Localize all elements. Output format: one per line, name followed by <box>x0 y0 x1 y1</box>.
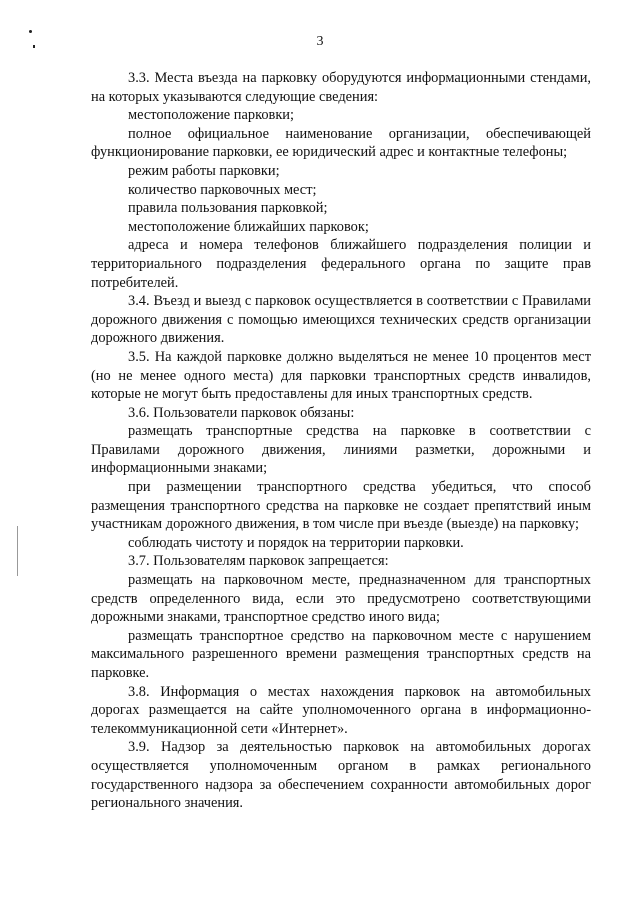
list-item: размещать транспортные средства на парковке в соответствии с Правилами дорожного движения, линиями разметки, дорожными и информационными знаками; <box>91 423 591 477</box>
list-item: правила пользования парковкой; <box>128 200 328 217</box>
paragraph-3-9: 3.9. Надзор за деятельностью парковок на автомобильных дорогах осуществляется уполномоченным органом в рамках регионального государственного надзора за обеспечением сохранности автомобильных дорог регионального значения. <box>91 739 591 812</box>
paragraph-3-3: 3.3. Места въезда на парковку оборудуются информационными стендами, на которых указываются следующие сведения: <box>91 70 591 105</box>
list-item: размещать транспортное средство на парковочном месте с нарушением максимального разрешенного времени размещения транспортных средств на парковке. <box>91 627 591 681</box>
list-item: местоположение парковки; <box>128 107 295 124</box>
paragraph-3-5: 3.5. На каждой парковке должно выделяться не менее 10 процентов мест (но не менее одного места) для парковки транспортных средств инвалидов, которые не могут быть предоставлены для иных транспортных средств. <box>91 348 591 403</box>
paragraph-3-8: 3.8. Информация о местах нахождения парковок на автомобильных дорогах размещается на сайте уполномоченного органа в информационно-телекоммуникационной сети «Интернет». <box>91 683 591 737</box>
list-item: количество парковочных мест; <box>128 181 317 198</box>
paragraph-3-7: 3.7. Пользователям парковок запрещается: <box>128 553 389 570</box>
page-number: 3 <box>316 34 324 49</box>
list-item: при размещении транспортного средства убедиться, что способ размещения транспортного средства на парковке не создает препятствий иным участникам дорожного движения, в том числе при въезде (выезде) на парковку; <box>91 479 591 533</box>
scan-speck <box>29 30 32 33</box>
document-body <box>91 69 591 813</box>
list-item: размещать на парковочном месте, предназначенном для транспортных средств определенного вида, если это предусмотрено соответствующими дорожными знаками, транспортное средство иного вида; <box>91 572 591 626</box>
paragraph-3-6: 3.6. Пользователи парковок обязаны: <box>128 404 355 421</box>
list-item: соблюдать чистоту и порядок на территории парковки. <box>128 534 464 551</box>
paragraph-3-4: 3.4. Въезд и выезд с парковок осуществляется в соответствии с Правилами дорожного движения с помощью имеющихся технических средств организации дорожного движения. <box>91 293 591 347</box>
list-item: местоположение ближайших парковок; <box>128 218 369 235</box>
list-item: полное официальное наименование организации, обеспечивающей функционирование парковки, ее юридический адрес и контактные телефоны; <box>91 125 591 161</box>
scan-edge-line <box>17 526 18 576</box>
list-item: адреса и номера телефонов ближайшего подразделения полиции и территориального подразделения федерального органа по защите прав потребителей. <box>91 237 591 291</box>
list-item: режим работы парковки; <box>128 162 280 179</box>
